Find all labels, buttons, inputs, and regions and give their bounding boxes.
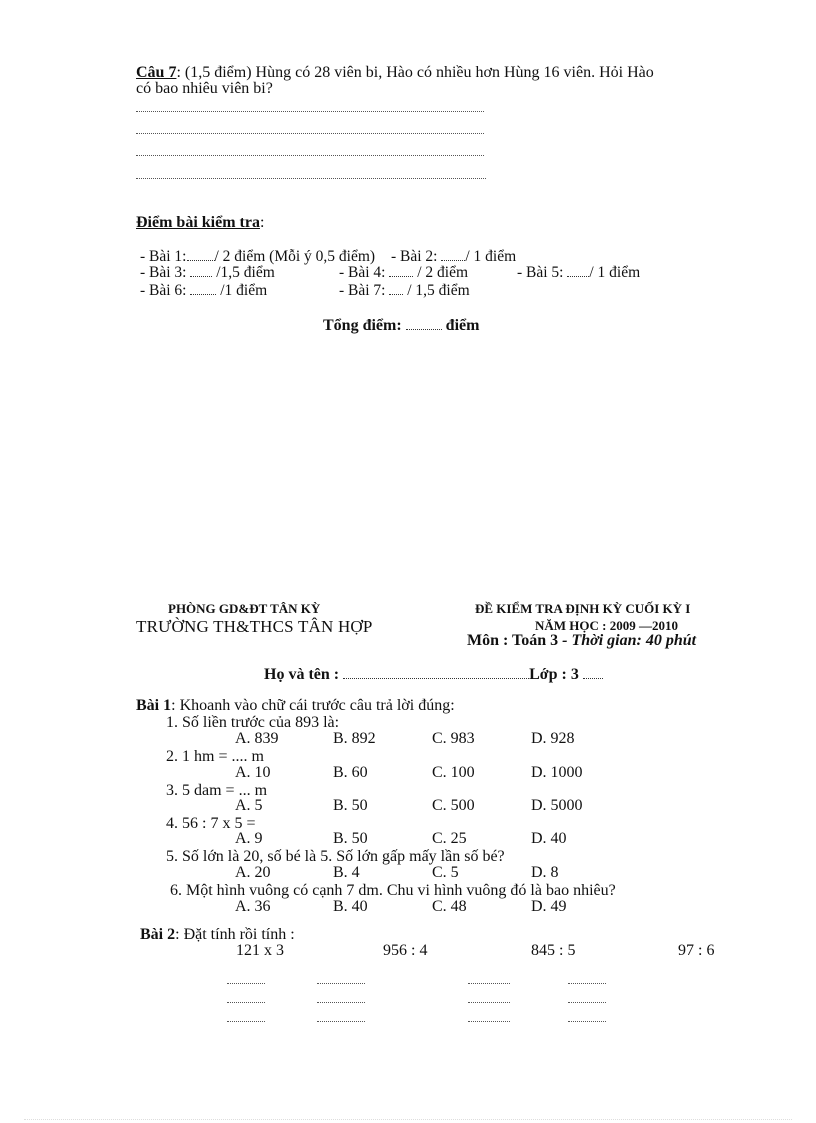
exercise-2-instruction: : Đặt tính rồi tính :: [175, 926, 295, 943]
question-1-6: 6. Một hình vuông có cạnh 7 dm. Chu vi hình vuông đó là bao nhiêu?: [170, 882, 616, 899]
school-year: NĂM HỌC : 2009 —2010: [535, 618, 678, 633]
question-7-text: : (1,5 điểm) Hùng có 28 viên bi, Hào có nhiều hơn Hùng 16 viên. Hỏi Hào: [176, 64, 654, 81]
score-row-2-right: [517, 265, 640, 281]
score-row-2: [140, 265, 275, 281]
option-c[interactable]: C. 5: [432, 864, 459, 881]
score-title-text: Điểm bài kiểm tra: [136, 214, 260, 231]
exercise-1-heading: [136, 697, 455, 714]
option-a[interactable]: A. 36: [235, 898, 271, 915]
option-a[interactable]: A. 10: [235, 764, 271, 781]
calc-problem-3: 845 : 5: [531, 942, 576, 959]
score-label: - Bài 3:: [140, 264, 187, 281]
work-line[interactable]: [317, 982, 365, 984]
option-b[interactable]: B. 892: [333, 730, 376, 747]
class-label: Lớp : 3: [529, 666, 579, 683]
question-1-3: 3. 5 dam = ... m: [166, 782, 268, 799]
school-name: TRƯỜNG TH&THCS TÂN HỢP: [136, 617, 373, 636]
exam-title: ĐỀ KIỂM TRA ĐỊNH KỲ CUỐI KỲ I: [475, 601, 691, 616]
score-label: - Bài 4:: [339, 264, 386, 281]
score-max: / 1,5 điểm: [407, 282, 470, 299]
exam-duration: - Thời gian: 40 phút: [558, 632, 697, 649]
score-label: - Bài 2:: [390, 248, 438, 265]
option-b[interactable]: B. 60: [333, 764, 368, 781]
exercise-2-label: Bài 2: [140, 926, 176, 943]
question-1-1: 1. Số liền trước của 893 là:: [166, 714, 340, 731]
score-blank[interactable]: [389, 276, 413, 277]
question-7-line2: có bao nhiêu viên bi?: [136, 80, 273, 97]
score-blank[interactable]: [190, 294, 216, 295]
work-line[interactable]: [468, 1001, 510, 1003]
score-row-1: [140, 249, 516, 265]
total-score-blank[interactable]: [406, 329, 442, 330]
work-line[interactable]: [227, 982, 265, 984]
option-c[interactable]: C. 48: [432, 898, 467, 915]
score-max: / 1 điểm: [465, 248, 517, 265]
calc-problem-4: 97 : 6: [678, 942, 715, 959]
name-label: Họ và tên :: [264, 666, 340, 683]
score-blank[interactable]: [389, 294, 403, 295]
option-c[interactable]: C. 100: [432, 764, 475, 781]
score-blank[interactable]: [190, 276, 212, 277]
score-blank[interactable]: [441, 260, 465, 261]
score-row-3-mid: [339, 283, 470, 299]
score-blank[interactable]: [187, 260, 215, 261]
option-b[interactable]: B. 50: [333, 830, 368, 847]
option-d[interactable]: D. 40: [531, 830, 567, 847]
option-d[interactable]: D. 8: [531, 864, 559, 881]
score-row-2-mid: [339, 265, 468, 281]
score-section-title: [136, 214, 264, 231]
subject-line: [467, 632, 696, 649]
department-name: PHÒNG GD&ĐT TÂN KỲ: [168, 601, 321, 616]
work-line[interactable]: [568, 982, 606, 984]
work-line[interactable]: [568, 1001, 606, 1003]
option-b[interactable]: B. 40: [333, 898, 368, 915]
option-c[interactable]: C. 983: [432, 730, 475, 747]
score-blank[interactable]: [567, 276, 589, 277]
score-label: - Bài 5:: [517, 264, 564, 281]
option-d[interactable]: D. 5000: [531, 797, 583, 814]
option-c[interactable]: C. 25: [432, 830, 467, 847]
subject-label: Môn : Toán 3: [467, 632, 559, 649]
option-a[interactable]: A. 9: [235, 830, 263, 847]
total-score-label: Tổng điểm:: [323, 317, 402, 334]
question-1-5: 5. Số lớn là 20, số bé là 5. Số lớn gấp mấy lần số bé?: [166, 848, 505, 865]
score-label: - Bài 1:: [140, 248, 187, 265]
option-d[interactable]: D. 1000: [531, 764, 583, 781]
score-max: / 2 điểm: [417, 264, 469, 281]
option-b[interactable]: B. 50: [333, 797, 368, 814]
answer-line-3[interactable]: [136, 154, 484, 156]
score-row-3: [140, 283, 267, 299]
score-max: /1 điểm: [220, 282, 268, 299]
work-line[interactable]: [468, 982, 510, 984]
total-score-unit: điểm: [445, 317, 480, 334]
option-a[interactable]: A. 839: [235, 730, 279, 747]
option-c[interactable]: C. 500: [432, 797, 475, 814]
page-bottom-edge: [24, 1118, 792, 1120]
option-a[interactable]: A. 5: [235, 797, 263, 814]
exercise-2-heading: [140, 926, 295, 943]
question-1-4: 4. 56 : 7 x 5 =: [166, 815, 256, 832]
name-field[interactable]: [343, 678, 529, 679]
work-line[interactable]: [317, 1020, 365, 1022]
option-b[interactable]: B. 4: [333, 864, 360, 881]
calc-problem-2: 956 : 4: [383, 942, 428, 959]
calc-problem-1: 121 x 3: [236, 942, 284, 959]
work-line[interactable]: [227, 1001, 265, 1003]
option-d[interactable]: D. 928: [531, 730, 575, 747]
option-a[interactable]: A. 20: [235, 864, 271, 881]
question-7-label: Câu 7: [136, 64, 177, 81]
question-1-2: 2. 1 hm = .... m: [166, 748, 264, 765]
student-info: [264, 666, 603, 683]
work-line[interactable]: [227, 1020, 265, 1022]
work-line[interactable]: [468, 1020, 510, 1022]
work-line[interactable]: [317, 1001, 365, 1003]
score-title-colon: :: [259, 214, 265, 231]
answer-line-2[interactable]: [136, 132, 484, 134]
exercise-1-instruction: : Khoanh vào chữ cái trước câu trả lời đúng:: [171, 697, 455, 714]
option-d[interactable]: D. 49: [531, 898, 567, 915]
answer-line-1[interactable]: [136, 110, 484, 112]
score-max: / 2 điểm (Mỗi ý 0,5 điểm): [214, 248, 376, 265]
score-label: - Bài 6:: [140, 282, 187, 299]
work-line[interactable]: [568, 1020, 606, 1022]
answer-line-4[interactable]: [136, 177, 486, 179]
question-7-line1: [136, 64, 654, 81]
score-max: / 1 điểm: [589, 264, 641, 281]
exercise-1-label: Bài 1: [136, 697, 172, 714]
score-max: /1,5 điểm: [216, 264, 275, 281]
total-score: [323, 317, 479, 334]
score-label: - Bài 7:: [339, 282, 386, 299]
class-field[interactable]: [583, 678, 603, 679]
